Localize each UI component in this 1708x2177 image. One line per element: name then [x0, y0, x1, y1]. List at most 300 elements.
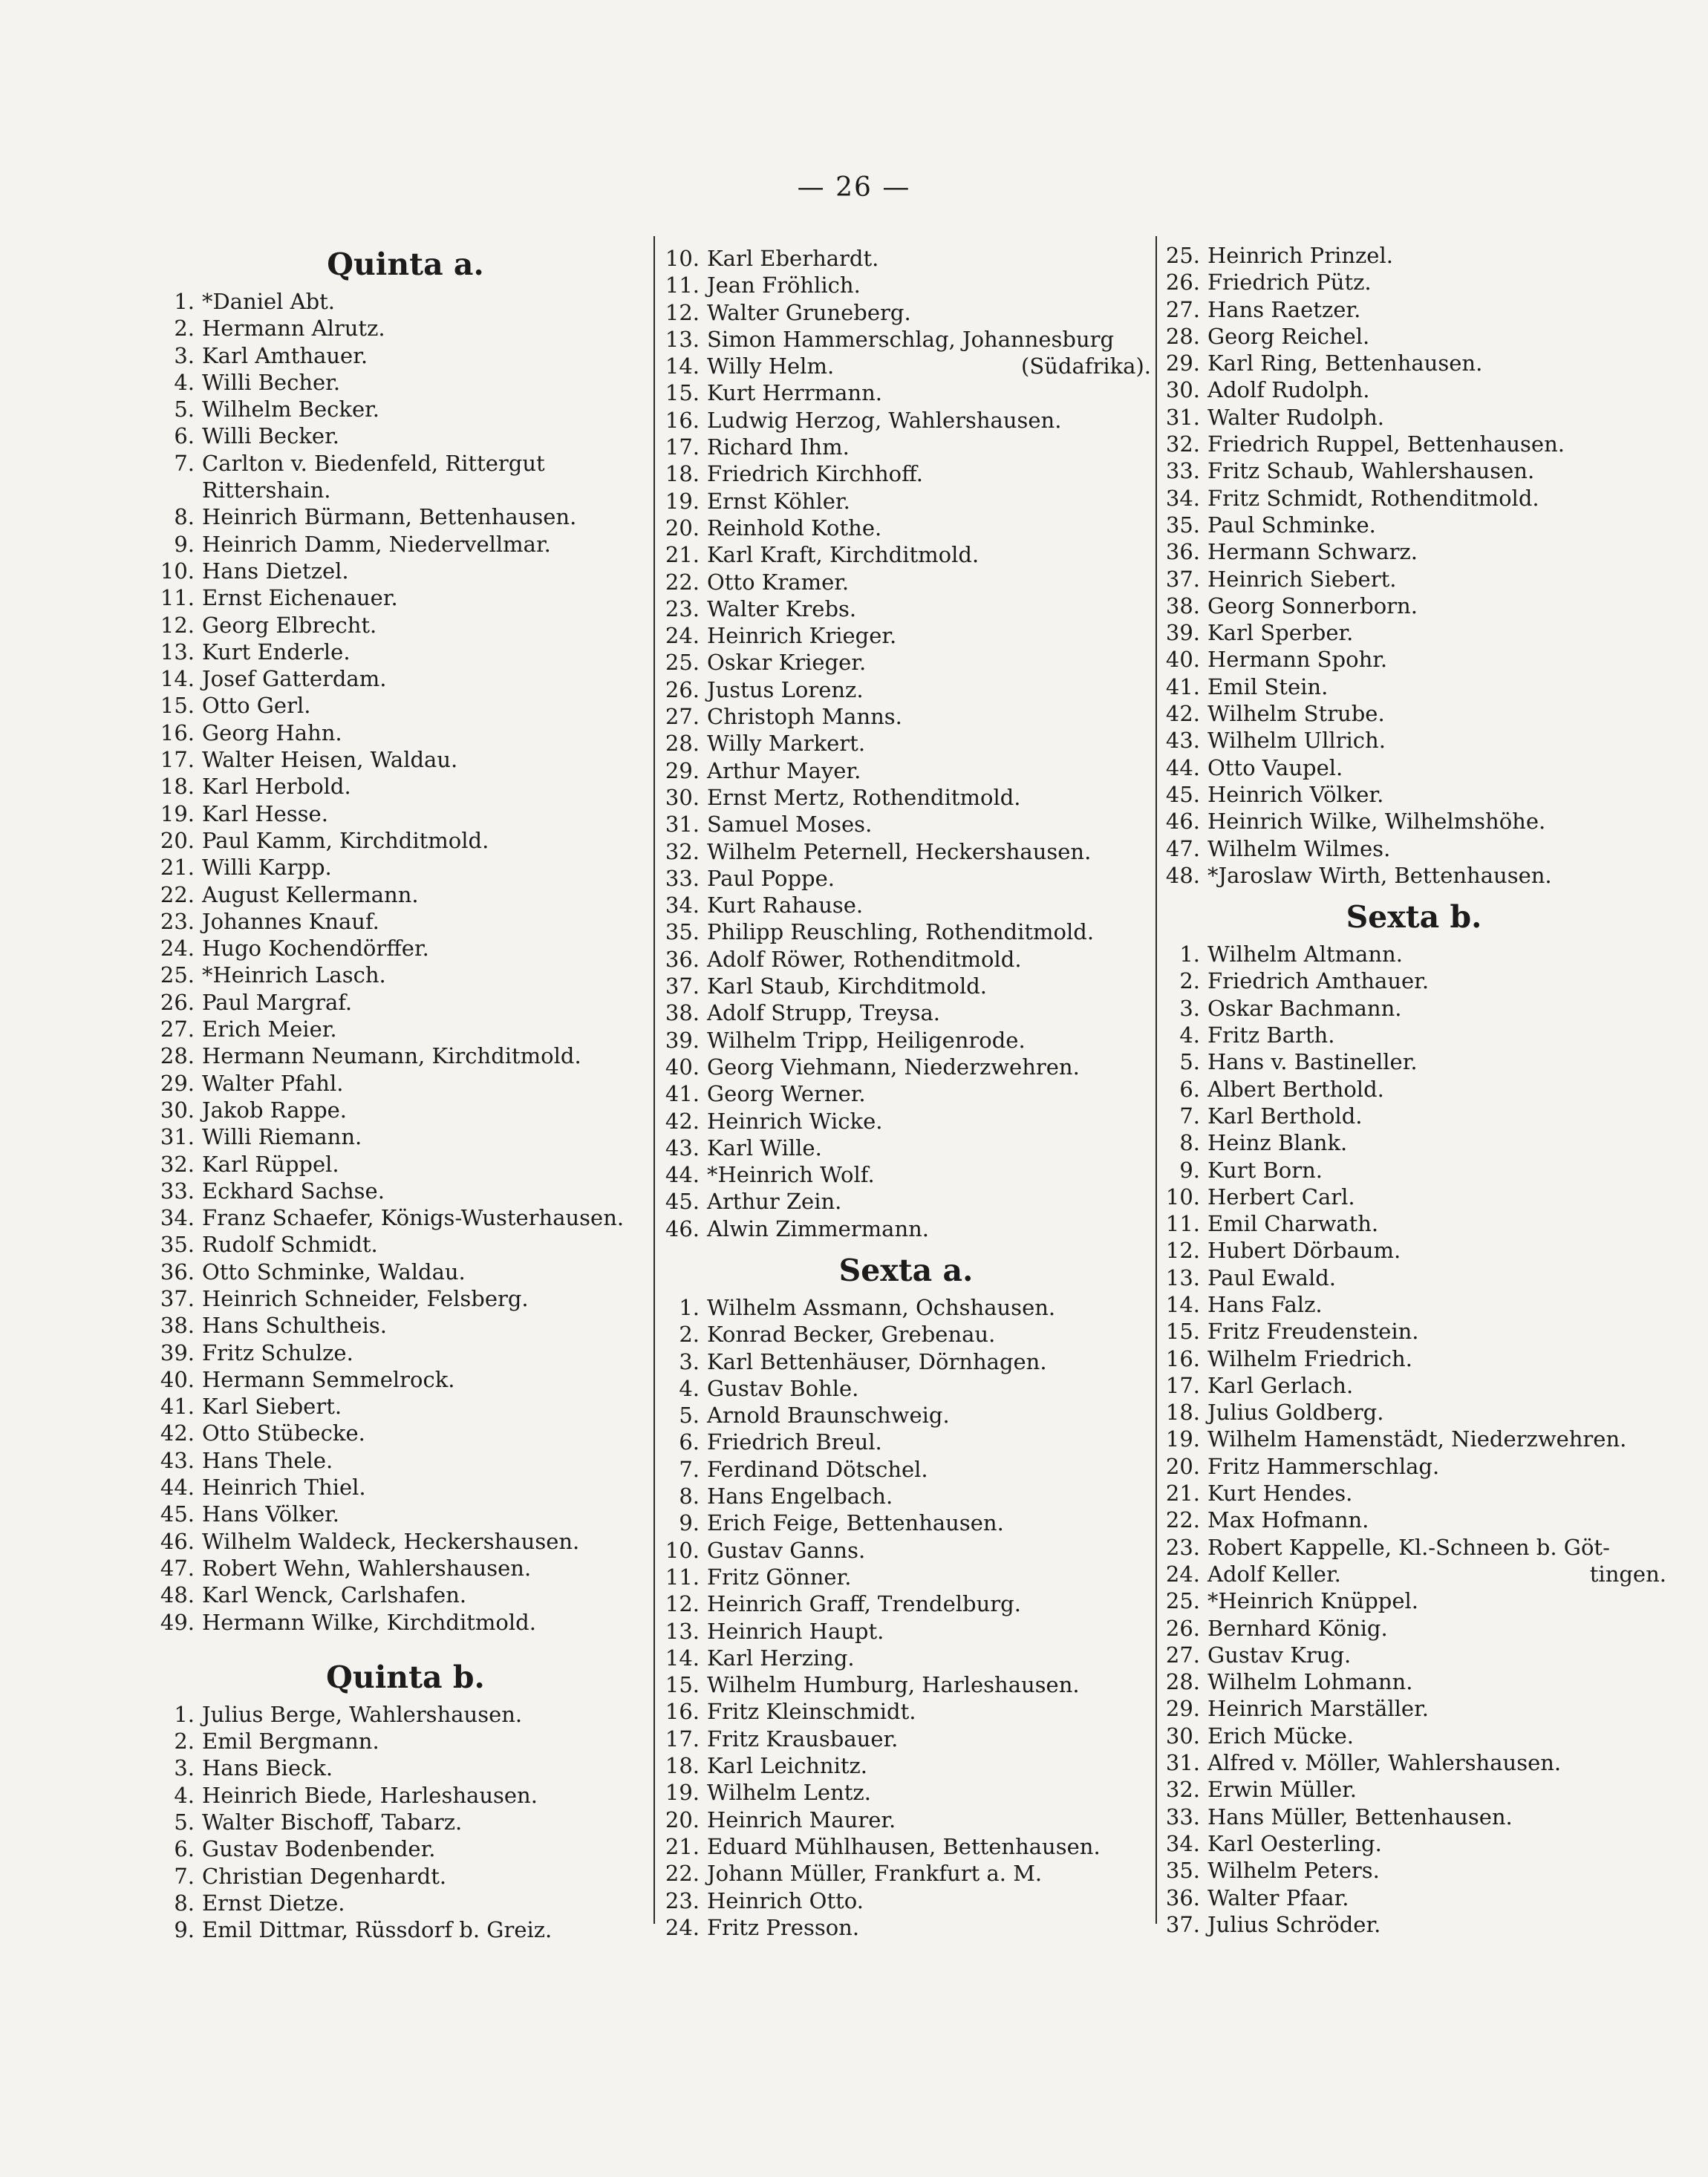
entry-name: [707, 1509, 1151, 1536]
entry-name-text: Robert Wehn, Wahlershausen.: [202, 1555, 532, 1581]
entry-name: [202, 1312, 655, 1339]
entry-name: [1207, 1157, 1666, 1184]
entry-number: 16.: [665, 1699, 700, 1725]
entry-name: [707, 865, 1151, 892]
entry-name-text: Arnold Braunschweig.: [707, 1403, 950, 1429]
entry-name-text: Walter Gruneberg.: [707, 299, 911, 325]
entry-name: [707, 1564, 1151, 1590]
entry-number: 22.: [160, 881, 195, 907]
entry-number: 19.: [1165, 1426, 1200, 1452]
entry-name: [1207, 1534, 1666, 1561]
entry-name: [707, 1456, 1151, 1483]
entry-continuation: (Südafrika).: [1021, 353, 1151, 379]
entry-number: 11.: [1165, 1211, 1200, 1237]
list-item: [661, 892, 1151, 918]
list-item: [156, 1701, 655, 1728]
list-item: [156, 1609, 655, 1636]
entry-name: [1207, 296, 1666, 323]
list-item: [661, 1833, 1151, 1860]
entry-name-text: Hans Falz.: [1207, 1291, 1323, 1317]
entry-name-text: Paul Margraf.: [202, 989, 353, 1015]
entry-name: [707, 946, 1151, 973]
list-item: [1161, 269, 1666, 296]
list-item: [156, 935, 655, 962]
entry-number: 35.: [160, 1232, 195, 1258]
entry-name: [202, 1123, 655, 1150]
entry-name: [1207, 1399, 1666, 1426]
entry-name: [202, 503, 655, 530]
entry-name: [202, 1393, 655, 1420]
entry-number: 46.: [160, 1528, 195, 1554]
entry-name-text: Gustav Krug.: [1207, 1642, 1352, 1668]
entry-name-text: Kurt Rahause.: [707, 892, 864, 918]
list-item: [156, 612, 655, 639]
entry-name-text: Walter Pfaar.: [1207, 1884, 1349, 1910]
entry-name: [707, 1914, 1151, 1941]
list-item: [156, 1339, 655, 1366]
entry-number: 3.: [174, 342, 195, 368]
entry-number: 16.: [1165, 1345, 1200, 1371]
column-left: [156, 236, 655, 1944]
entry-name: [202, 315, 655, 342]
list-item: [661, 649, 1151, 676]
entry-number: 47.: [1165, 835, 1200, 861]
entry-name: [707, 1294, 1151, 1321]
entry-name: [1207, 646, 1666, 673]
entry-name-text: Julius Goldberg.: [1207, 1400, 1384, 1426]
list-item: [661, 1080, 1151, 1107]
entry-name: [1207, 1561, 1666, 1587]
entry-name-text: Georg Viehmann, Niederzwehren.: [707, 1054, 1080, 1080]
list-item: [1161, 1022, 1666, 1048]
list-item: [156, 1835, 655, 1862]
entry-name-text: Wilhelm Ullrich.: [1207, 728, 1386, 754]
entry-name: [1207, 1830, 1666, 1857]
list-item: [1161, 1157, 1666, 1184]
entry-name-text: Hubert Dörbaum.: [1207, 1238, 1401, 1264]
list-item: [156, 1204, 655, 1231]
entry-number: 18.: [160, 774, 195, 800]
entry-number: 46.: [1165, 809, 1200, 835]
entry-name: [202, 1555, 655, 1582]
list-item: [661, 1135, 1151, 1161]
list-item: [156, 369, 655, 396]
list-item: [156, 503, 655, 530]
list-item: [1161, 1210, 1666, 1237]
list-item: [1161, 350, 1666, 376]
entry-name: [202, 612, 655, 639]
entry-number: 24.: [160, 936, 195, 962]
section-heading-quinta-a: Quinta a.: [327, 247, 484, 282]
entry-name: [202, 881, 655, 908]
entry-name: [707, 1429, 1151, 1455]
entry-name: [707, 515, 1151, 541]
entry-name: [1207, 1103, 1666, 1129]
entry-name: [1207, 376, 1666, 403]
entry-name-text: *Heinrich Knüppel.: [1207, 1588, 1418, 1614]
list-item: [1161, 242, 1666, 269]
entry-name-text: Simon Hammerschlag, Johannesburg: [707, 326, 1115, 352]
entry-number: 16.: [160, 719, 195, 745]
column-divider-right: [1155, 236, 1157, 1924]
entry-name-text: Hans Thele.: [202, 1447, 333, 1473]
list-item: [1161, 1372, 1666, 1399]
entry-number: 1.: [174, 1701, 195, 1727]
entry-name-text: Konrad Becker, Grebenau.: [707, 1322, 996, 1348]
list-item: [661, 407, 1151, 434]
list-item: [156, 989, 655, 1016]
list-item: [661, 515, 1151, 541]
entry-number: 27.: [665, 704, 700, 730]
entry-name: [1207, 431, 1666, 457]
entry-name: [202, 477, 655, 503]
entry-number: 8.: [1179, 1130, 1200, 1156]
entry-name: [202, 422, 655, 449]
entry-name-text: Oskar Krieger.: [707, 650, 867, 676]
entry-name: [707, 1080, 1151, 1107]
list-item: [1161, 404, 1666, 431]
entry-number: 13.: [665, 326, 700, 352]
entry-number: 6.: [679, 1429, 700, 1455]
entry-number: 12.: [665, 299, 700, 325]
entry-number: 3.: [174, 1755, 195, 1781]
entry-number: 26.: [160, 989, 195, 1015]
entry-name-text: Willy Markert.: [707, 731, 866, 757]
entry-number: 21.: [160, 855, 195, 881]
list-item: [661, 1402, 1151, 1429]
entry-name-text: Hermann Semmelrock.: [202, 1366, 455, 1392]
entry-name: [707, 353, 1151, 379]
entry-name: [202, 827, 655, 854]
list-item: [661, 272, 1151, 298]
entry-number: 38.: [1165, 593, 1200, 618]
entry-name-text: Heinrich Graff, Trendelburg.: [707, 1591, 1021, 1617]
entry-number: 28.: [1165, 323, 1200, 349]
list-item: [1161, 1776, 1666, 1803]
entry-name: [1207, 995, 1666, 1022]
roster-sexta-b: [1161, 941, 1666, 1938]
entry-number: 13.: [1165, 1264, 1200, 1290]
entry-name: [1207, 727, 1666, 754]
section-heading-sexta-a: Sexta a.: [838, 1252, 974, 1288]
entry-name: [1207, 1587, 1666, 1614]
list-item: [156, 422, 655, 449]
list-item: [1161, 1561, 1666, 1587]
list-item: [661, 569, 1151, 595]
entry-name-text: Eckhard Sachse.: [202, 1178, 385, 1204]
entry-name: [1207, 1291, 1666, 1318]
list-item: [1161, 431, 1666, 457]
entry-number: 8.: [174, 1890, 195, 1916]
entry-name: [1207, 457, 1666, 484]
list-item: [1161, 967, 1666, 994]
entry-name: [202, 1070, 655, 1097]
entry-name: [1207, 566, 1666, 593]
list-item: [1161, 619, 1666, 646]
entry-name: [1207, 1210, 1666, 1237]
list-item: [1161, 296, 1666, 323]
list-item: [1161, 1749, 1666, 1776]
entry-number: 5.: [679, 1403, 700, 1429]
entry-name-text: August Kellermann.: [202, 881, 419, 907]
list-item: [661, 1564, 1151, 1590]
entry-name: [1207, 1426, 1666, 1452]
entry-name-text: Willi Becher.: [202, 369, 341, 395]
entry-name: [202, 450, 655, 477]
entry-name-text: Hermann Schwarz.: [1207, 539, 1418, 565]
entry-name-text: Fritz Kleinschmidt.: [707, 1699, 916, 1725]
entry-name-text: Wilhelm Lentz.: [707, 1780, 871, 1806]
entry-name: [202, 1204, 655, 1231]
list-item: [661, 865, 1151, 892]
entry-number: 29.: [1165, 350, 1200, 376]
entry-number: 42.: [1165, 701, 1200, 727]
list-item: [661, 703, 1151, 730]
entry-name-text: Ernst Eichenauer.: [202, 585, 398, 611]
entry-name: [707, 730, 1151, 757]
entry-number: 40.: [1165, 647, 1200, 673]
entry-name-text: Samuel Moses.: [707, 812, 873, 838]
entry-number: 30.: [160, 1097, 195, 1123]
list-item: [156, 315, 655, 342]
entry-number: 3.: [1179, 995, 1200, 1021]
entry-number: 33.: [1165, 458, 1200, 484]
entry-name: [202, 935, 655, 962]
entry-number: 44.: [665, 1162, 700, 1188]
entry-name: [202, 1609, 655, 1636]
entry-name-text: Hans Schultheis.: [202, 1313, 387, 1339]
entry-name: [202, 369, 655, 396]
entry-name-text: Karl Herbold.: [202, 774, 351, 800]
entry-name-text: Ernst Mertz, Rothenditmold.: [707, 784, 1021, 810]
entry-name-text: Karl Kraft, Kirchditmold.: [707, 542, 980, 568]
list-item: [156, 1755, 655, 1781]
list-item: [156, 908, 655, 935]
entry-number: 9.: [679, 1510, 700, 1536]
entry-name: [707, 1671, 1151, 1698]
entry-name-text: Hugo Kochendörffer.: [202, 936, 429, 962]
entry-name: [707, 1833, 1151, 1860]
entry-name: [202, 1501, 655, 1527]
entry-number: 12.: [665, 1591, 700, 1617]
entry-name-text: Otto Kramer.: [707, 569, 850, 595]
entry-number: 36.: [1165, 539, 1200, 565]
entry-name-text: Albert Berthold.: [1207, 1076, 1384, 1102]
entry-number: 15.: [1165, 1319, 1200, 1345]
list-item: [156, 665, 655, 692]
entry-number: 30.: [665, 784, 700, 810]
entry-name: [707, 1618, 1151, 1645]
entry-number: 6.: [174, 1836, 195, 1862]
entry-name-text: Philipp Reuschling, Rothenditmold.: [707, 919, 1095, 945]
entry-number: 11.: [160, 585, 195, 611]
entry-number: 26.: [665, 676, 700, 702]
entry-name-text: Rittershain.: [202, 477, 331, 503]
entry-name: [1207, 1264, 1666, 1291]
roster-sexta-a-part-2: [1161, 242, 1666, 889]
entry-name-text: Max Hofmann.: [1207, 1507, 1369, 1533]
entry-number: 18.: [1165, 1400, 1200, 1426]
list-item: [156, 881, 655, 908]
entry-name: [202, 746, 655, 773]
entry-name: [202, 1339, 655, 1366]
list-item: [156, 1178, 655, 1204]
entry-name-text: Jakob Rappe.: [202, 1097, 348, 1123]
entry-name: [202, 1420, 655, 1446]
entry-name-text: Heinrich Marställer.: [1207, 1696, 1429, 1722]
entry-name-text: Paul Ewald.: [1207, 1264, 1337, 1290]
entry-name: [707, 811, 1151, 838]
entry-name: [1207, 619, 1666, 646]
entry-number: 1.: [679, 1294, 700, 1320]
entry-name-text: Arthur Zein.: [707, 1189, 842, 1215]
entry-name-text: Emil Dittmar, Rüssdorf b. Greiz.: [202, 1917, 553, 1943]
list-item: [661, 1456, 1151, 1483]
entry-name-text: Heinrich Maurer.: [707, 1806, 896, 1832]
entry-number: 45.: [1165, 781, 1200, 807]
entry-name: [1207, 485, 1666, 512]
entry-name-text: Richard Ihm.: [707, 434, 850, 460]
entry-name-text: Julius Schröder.: [1207, 1911, 1381, 1937]
entry-name-text: Bernhard König.: [1207, 1615, 1388, 1641]
entry-number: 28.: [665, 731, 700, 757]
entry-name-text: Friedrich Kirchhoff.: [707, 461, 923, 487]
list-item: [156, 1366, 655, 1393]
entry-name: [1207, 754, 1666, 781]
entry-name-text: Fritz Schaub, Wahlershausen.: [1207, 458, 1535, 484]
entry-number: 33.: [160, 1178, 195, 1204]
list-item: [661, 1671, 1151, 1698]
entry-name-text: Wilhelm Becker.: [202, 396, 380, 422]
entry-name: [707, 1027, 1151, 1054]
list-item: [1161, 1534, 1666, 1561]
list-item: [156, 1782, 655, 1809]
entry-number: 19.: [160, 800, 195, 826]
entry-name-text: Reinhold Kothe.: [707, 515, 882, 541]
list-item: [661, 245, 1151, 272]
list-item: [661, 1590, 1151, 1617]
entry-number: 1.: [174, 289, 195, 314]
entry-number: 25.: [160, 962, 195, 988]
list-item: [661, 918, 1151, 945]
entry-name-text: Karl Ring, Bettenhausen.: [1207, 350, 1483, 376]
list-item: [661, 488, 1151, 515]
list-item: [156, 719, 655, 746]
entry-name: [707, 973, 1151, 999]
entry-name-text: Adolf Keller.: [1207, 1561, 1341, 1587]
entry-number: 3.: [679, 1348, 700, 1374]
list-item: [156, 1501, 655, 1527]
entry-name: [1207, 593, 1666, 619]
entry-number: 7.: [174, 450, 195, 476]
entry-name: [707, 569, 1151, 595]
list-item: [1161, 808, 1666, 835]
list-item: [661, 1429, 1151, 1455]
entry-name-text: Heinrich Krieger.: [707, 623, 897, 649]
entry-number: 23.: [665, 1887, 700, 1913]
list-item: [156, 1863, 655, 1890]
entry-number: 27.: [1165, 296, 1200, 322]
entry-name-text: Hans Dietzel.: [202, 558, 349, 584]
roster-quinta-b-part-2: [661, 245, 1151, 1242]
entry-name: [1207, 1857, 1666, 1884]
entry-number: 34.: [1165, 1830, 1200, 1856]
roster-quinta-b-part-1: [156, 1701, 655, 1944]
entry-name: [202, 1016, 655, 1042]
entry-name: [1207, 1076, 1666, 1103]
entry-name-text: Kurt Enderle.: [202, 639, 351, 665]
entry-number: 5.: [174, 1809, 195, 1835]
entry-number: 9.: [174, 531, 195, 557]
entry-name: [707, 838, 1151, 865]
list-item: [1161, 593, 1666, 619]
list-item: [156, 854, 655, 881]
list-item: [1161, 1587, 1666, 1614]
entry-name-text: Karl Leichnitz.: [707, 1753, 868, 1779]
entry-name-text: Kurt Hendes.: [1207, 1481, 1353, 1507]
entry-number: 1.: [1179, 941, 1200, 967]
entry-name: [707, 541, 1151, 568]
entry-number: 18.: [665, 1753, 700, 1779]
entry-number: 42.: [665, 1108, 700, 1134]
entry-name-text: Arthur Mayer.: [707, 757, 861, 783]
list-item: [156, 1285, 655, 1312]
entry-name: [707, 299, 1151, 326]
roster-quinta-a: [156, 288, 655, 1636]
entry-name-text: Willi Karpp.: [202, 855, 332, 881]
entry-name-text: Karl Berthold.: [1207, 1103, 1363, 1129]
entry-number: 22.: [1165, 1507, 1200, 1533]
entry-name: [202, 773, 655, 800]
list-item: [1161, 754, 1666, 781]
entry-number: 23.: [665, 595, 700, 621]
entry-name: [202, 1890, 655, 1916]
entry-name-text: Hermann Neumann, Kirchditmold.: [202, 1043, 581, 1069]
entry-number: 46.: [665, 1215, 700, 1241]
list-item: [1161, 781, 1666, 808]
entry-number: 38.: [160, 1313, 195, 1339]
entry-name-text: Hermann Spohr.: [1207, 647, 1388, 673]
entry-name: [707, 1752, 1151, 1779]
entry-number: 30.: [1165, 377, 1200, 403]
entry-number: 12.: [160, 612, 195, 638]
entry-number: 26.: [1165, 270, 1200, 296]
entry-name-text: Fritz Schulze.: [202, 1339, 353, 1365]
entry-name: [202, 531, 655, 558]
entry-name-text: Karl Herzing.: [707, 1645, 855, 1671]
entry-name-text: Emil Bergmann.: [202, 1729, 379, 1755]
entry-number: 39.: [665, 1027, 700, 1053]
entry-name: [1207, 1749, 1666, 1776]
entry-name-text: Karl Amthauer.: [202, 342, 368, 368]
entry-number: 25.: [1165, 243, 1200, 268]
entry-name-text: Friedrich Pütz.: [1207, 270, 1372, 296]
entry-number: 41.: [665, 1081, 700, 1107]
entry-name: [707, 379, 1151, 406]
entry-name: [1207, 1184, 1666, 1210]
entry-name: [707, 460, 1151, 487]
entry-name-text: Alwin Zimmermann.: [707, 1215, 930, 1241]
entry-number: 28.: [1165, 1669, 1200, 1695]
entry-name-text: Johann Müller, Frankfurt a. M.: [707, 1861, 1043, 1887]
entry-number: 48.: [1165, 862, 1200, 888]
entry-number: 15.: [160, 693, 195, 719]
entry-name: [1207, 242, 1666, 269]
entry-name: [707, 892, 1151, 918]
list-item: [1161, 1857, 1666, 1884]
list-item: [1161, 1723, 1666, 1749]
entry-number: 47.: [160, 1555, 195, 1581]
